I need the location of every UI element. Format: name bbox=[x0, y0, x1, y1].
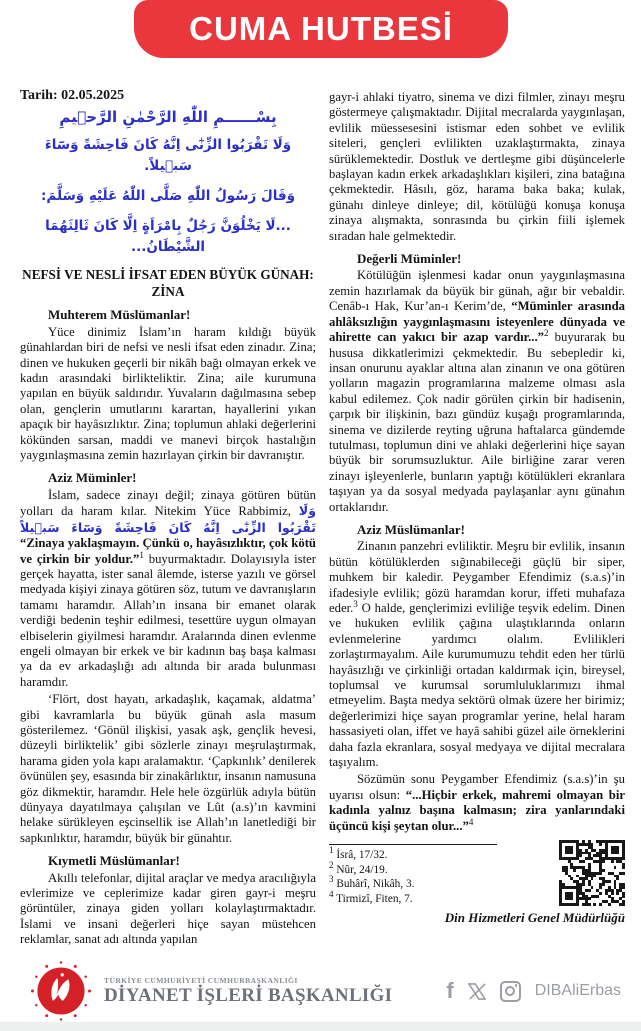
social-links bbox=[446, 978, 621, 1003]
header-banner bbox=[134, 0, 508, 58]
date-label: Tarih: 02.05.2025 bbox=[20, 88, 125, 103]
paragraph-text: Kötülüğün işlenmesi kadar onun yaygınlaşmasına zemin hazırlamak da büyük bir günah, ağır bir vebaldir. Cenâb-ı Hak, Kur’an-ı Kerim’de, bbox=[329, 268, 625, 314]
paragraph-text: buyurarak bu hususa dikkatlerimizi çekmektedir. Bu sebepledir ki, insan onurunu ayaklar altına alan zinanın ve ona götüren yolların magazin programlarına malzeme olması asla kabul edilemez. Çok nadir görülen çirkin bir hadisenin, çarpık bir ilişkinin, bazı gündüz kuşağı programlarında, sinema ve dizilerde reyting uğruna haftalarca gündemde tutulması, toplumun dini ve ahlaki değerlerini hiçe sayan büyük bir sorumsuzluktur. Aile birliğine zarar veren zinayı işleyenlerle, bunların yaptığı kötülükleri ekranlara taşıyan ya da sosyal medyada paylaşanlar aynı günahın ortaklarıdır. bbox=[329, 330, 625, 514]
bold-quote: “Zinaya yaklaşmayın. Çünkü o, hayâsızlıktır, çok kötü ve çirkin bir yoldur.” bbox=[20, 536, 316, 566]
paragraph: Akıllı telefonlar, dijital araçlar ve medya aracılığıyla evlerimize ve ceplerimize kadar giren gayr-i meşru görüntüler, zinaya giden yolları kolaylaştırmaktadır. İslami ve insani değerleri hiçe sayan müstehcen reklamlar, sanat adı altında yapılan bbox=[20, 870, 316, 947]
organization-block bbox=[104, 976, 392, 1006]
bold-quote: “...Hiçbir erkek, mahremi olmayan bir kadınla yalnız başına kalmasın; zira yanlarındaki üçüncü kişi şeytan olur...” bbox=[329, 787, 625, 833]
facebook-icon: f bbox=[446, 978, 454, 1003]
org-name: DİYANET İŞLERİ BAŞKANLIĞI bbox=[104, 985, 393, 1006]
paragraph bbox=[20, 488, 316, 690]
paragraph-text: O halde, gençlerimizi evliliğe teşvik edelim. Dinen ve hukuken evlilik çağına ulaştıklarında onların evlenmelerine yardımcı olalım. Evlilikleri zorlaştırmayalım. Aile kurumumuzu tehdit eden her türlü hayâsızlığı ve çirkinliği ortadan kaldırmak için, bireysel, toplumsal ve kurumsal sorumluluklarımızı ihmal etmeyelim. Başta medya sektörü olmak üzere her birimiz; değerlerimizi hiçe sayan programlar yerine, helal haram hassasiyeti olan, iffet ve hayâ sahibi güzel aile örneklerini daha fazla ekranlara, sosyal medyaya ve dijital mecralara taşıyalım. bbox=[329, 601, 625, 770]
footnotes-divider bbox=[329, 844, 497, 845]
page-title: CUMA HUTBESİ bbox=[189, 10, 453, 47]
social-handle: DIBAliErbas bbox=[534, 982, 621, 999]
footnote-marker: 3 bbox=[353, 598, 358, 609]
bold-quote: “Müminler arasında ahlâksızlığın yaygınlaşmasını isteyenlere dünyada ve ahirette can yakıcı bir azap vardır...” bbox=[329, 299, 625, 345]
arabic-quotes-block bbox=[20, 107, 316, 258]
right-column bbox=[329, 88, 625, 948]
footnote-number: 1 bbox=[329, 845, 334, 856]
quran-verse-arabic: وَلَا تَقْرَبُوا الزِّنٰٓى اِنَّهُ كَانَ فَاحِشَةً وَسَٓاءَ سَب۪يلاً. bbox=[44, 137, 292, 175]
footnote-marker: 1 bbox=[139, 549, 144, 560]
footer bbox=[0, 960, 641, 1022]
paragraph: Yüce dinimiz İslam’ın haram kıldığı büyük günahlardan biri de nefsi ve nesli ifsat eden zinadır. Zina; dinen ve hukuken geçerli bir nikâh bağı olmayan erkek ve kadın arasındaki birlikteliktir. Zina; aile kurumuna yapılan en büyük saldırıdır. Yuvaların dağılmasına sebep olan, gençlerin umutlarını karartan, hayallerini yıkan apaçık bir hayâsızlıktır. Zina; toplumun ahlaki değerlerini kökünden sarsan, maddi ve manevi birçok hastalığın yaygınlaşmasına zemin hazırlayan çirkin bir davranıştır. bbox=[20, 324, 316, 463]
heading-muhterem-muslumanlar: Muhterem Müslümanlar! bbox=[48, 307, 191, 323]
credit-line: Din Hizmetleri Genel Müdürlüğü bbox=[444, 910, 625, 926]
footnote-number: 4 bbox=[329, 888, 334, 899]
hadith-intro-arabic: وَقَالَ رَسُولُ اللّٰهِ صَلَّى اللّٰهُ عَلَيْهِ وَسَلَّمَ: bbox=[40, 188, 296, 205]
footnote-text: Tirmizî, Fiten, 7. bbox=[336, 892, 413, 905]
sermon-title bbox=[20, 267, 316, 300]
sermon-title-line1: NEFSİ VE NESLİ İFSAT EDEN BÜYÜK GÜNAH: bbox=[22, 267, 314, 283]
footnote-text: İsrâ, 17/32. bbox=[336, 849, 388, 862]
qr-code bbox=[559, 840, 625, 906]
gov-name: TÜRKİYE CUMHURİYETİ CUMHURBAŞKANLIĞI bbox=[104, 976, 298, 985]
two-column-body bbox=[20, 88, 625, 948]
heading-aziz-muminler: Aziz Müminler! bbox=[48, 470, 137, 486]
footnote-text: Buhârî, Nikâh, 3. bbox=[336, 878, 415, 891]
left-column bbox=[20, 88, 316, 948]
paragraph bbox=[329, 268, 625, 515]
paragraph-text: İslam, sadece zinayı değil; zinaya götüren bütün yolları da haram kılar. Nitekim Yüce Rabbimiz, bbox=[20, 487, 316, 519]
paragraph-text: buyurmaktadır. Dolayısıyla ister gerçek hayatta, ister sanal âlemde, isterse yazılı ve görsel medyada kişiyi zinaya götüren söz, tutum ve davranışların tamamı haramdır. Allah’ın insana bir emanet olarak verdiği bedenin teşhir edilmesi, tesettüre uygun olmayan elbiselerin giyilmesi haramdır. Aralarında dinen evlenme engeli olmayan bir erkek ve bir kadının baş başa kalması ya da ev arkadaşlığı adı altında bir arada bulunması haramdır. bbox=[20, 551, 316, 689]
paragraph: ‘Flört, dost hayatı, arkadaşlık, kaçamak, aldatma’ gibi kavramlarla bu büyük günah asla masum gösterilemez. ‘Gönül ilişkisi, yasak aşk, gençlik hevesi, düzeyli birliktelik’ gibi sözlerle zinayı meşrulaştırmak, harama giden yola kapı aralamaktır. ‘Çapkınlık’ denilerek övünülen şey, esasında bir zinakârlıktır, insanın namusuna göz dikmektir, haramdır. Hele hele özgürlük adıyla bütün dünyaya dayatılmaya çalışılan ve Lût (a.s)’ın kavmini helake sürükleyen eşcinsellik ise Allah’ın lanetlediği bir sapkınlıktır, haramdır, büyük bir günahtır. bbox=[20, 692, 316, 845]
paragraph-text: Sözümün sonu Peygamber Efendimiz (s.a.s)’in şu uyarısı olsun: bbox=[329, 772, 625, 802]
heading-kiymetli-muslumanlar: Kıymetli Müslümanlar! bbox=[48, 853, 180, 869]
x-twitter-icon bbox=[468, 983, 486, 1000]
paragraph-text: Zinanın panzehri evliliktir. Meşru bir evlilik, insanın bütün kötülüklerden sığınabileceği güçlü bir siper, muhkem bir kaledir. Peygamber Efendimiz (s.a.s)’in ifadesiyle evlilik; gözü haramdan korur, iffeti muhafaza eder. bbox=[329, 539, 625, 615]
sermon-title-line2: ZİNA bbox=[151, 283, 185, 299]
inline-quran-arabic: وَلَا تَقْرَبُوا الزِّنٰٓى اِنَّهُ كَانَ فَاحِشَةً وَسَٓاءَ سَب۪يلاً bbox=[20, 503, 316, 535]
footnote-text: Nûr, 24/19. bbox=[336, 863, 388, 876]
paragraph bbox=[329, 539, 625, 770]
footnote-marker: 2 bbox=[544, 327, 549, 338]
bismillah-calligraphy: بِسْــــــمِ اللّٰهِ الرَّحْمٰنِ الرَّح۪يمِ bbox=[59, 108, 277, 127]
hadith-arabic: ...لَا يَخْلُوَنَّ رَجُلٌ بِامْرَاَةٍ اِلَّا كَانَ ثَالِثَهُمَا الشَّيْطَانُ... bbox=[45, 218, 291, 256]
heading-aziz-muslumanlar: Aziz Müslümanlar! bbox=[357, 521, 465, 537]
instagram-icon bbox=[500, 981, 521, 1002]
footnote-number: 3 bbox=[329, 874, 334, 885]
footnote-marker: 4 bbox=[468, 816, 474, 827]
footnotes-area bbox=[329, 844, 625, 925]
bottom-strip bbox=[0, 1022, 641, 1031]
paragraph: gayr-i ahlaki tiyatro, sinema ve dizi filmler, zinayı meşru göstermeye çalışmaktadır. Dijital mecralarda yaygınlaşan, evlilik müessesesini istismar eden sohbet ve evlilik siteleri, gençleri evlilikten uzaklaştırmakta, zinaya sürüklemektedir. Dostluk ve dertleşme gibi düşüncelerle başlayan kadın erkek arkadaşlıkları kişileri, zina batağına çekmektedir. Hâsılı, göz, harama baka baka; kulak, günahı dinleye dinleye; dil, kötülüğü konuşa konuşa zinaya alışmakta, sonrasında bu çirkin fiili işlemek sıradan hale gelmektedir. bbox=[329, 90, 625, 243]
footnote-number: 2 bbox=[329, 859, 334, 870]
diyanet-logo-icon bbox=[30, 960, 92, 1022]
heading-degerli-muminler: Değerli Müminler! bbox=[357, 251, 462, 267]
paragraph bbox=[329, 772, 625, 834]
